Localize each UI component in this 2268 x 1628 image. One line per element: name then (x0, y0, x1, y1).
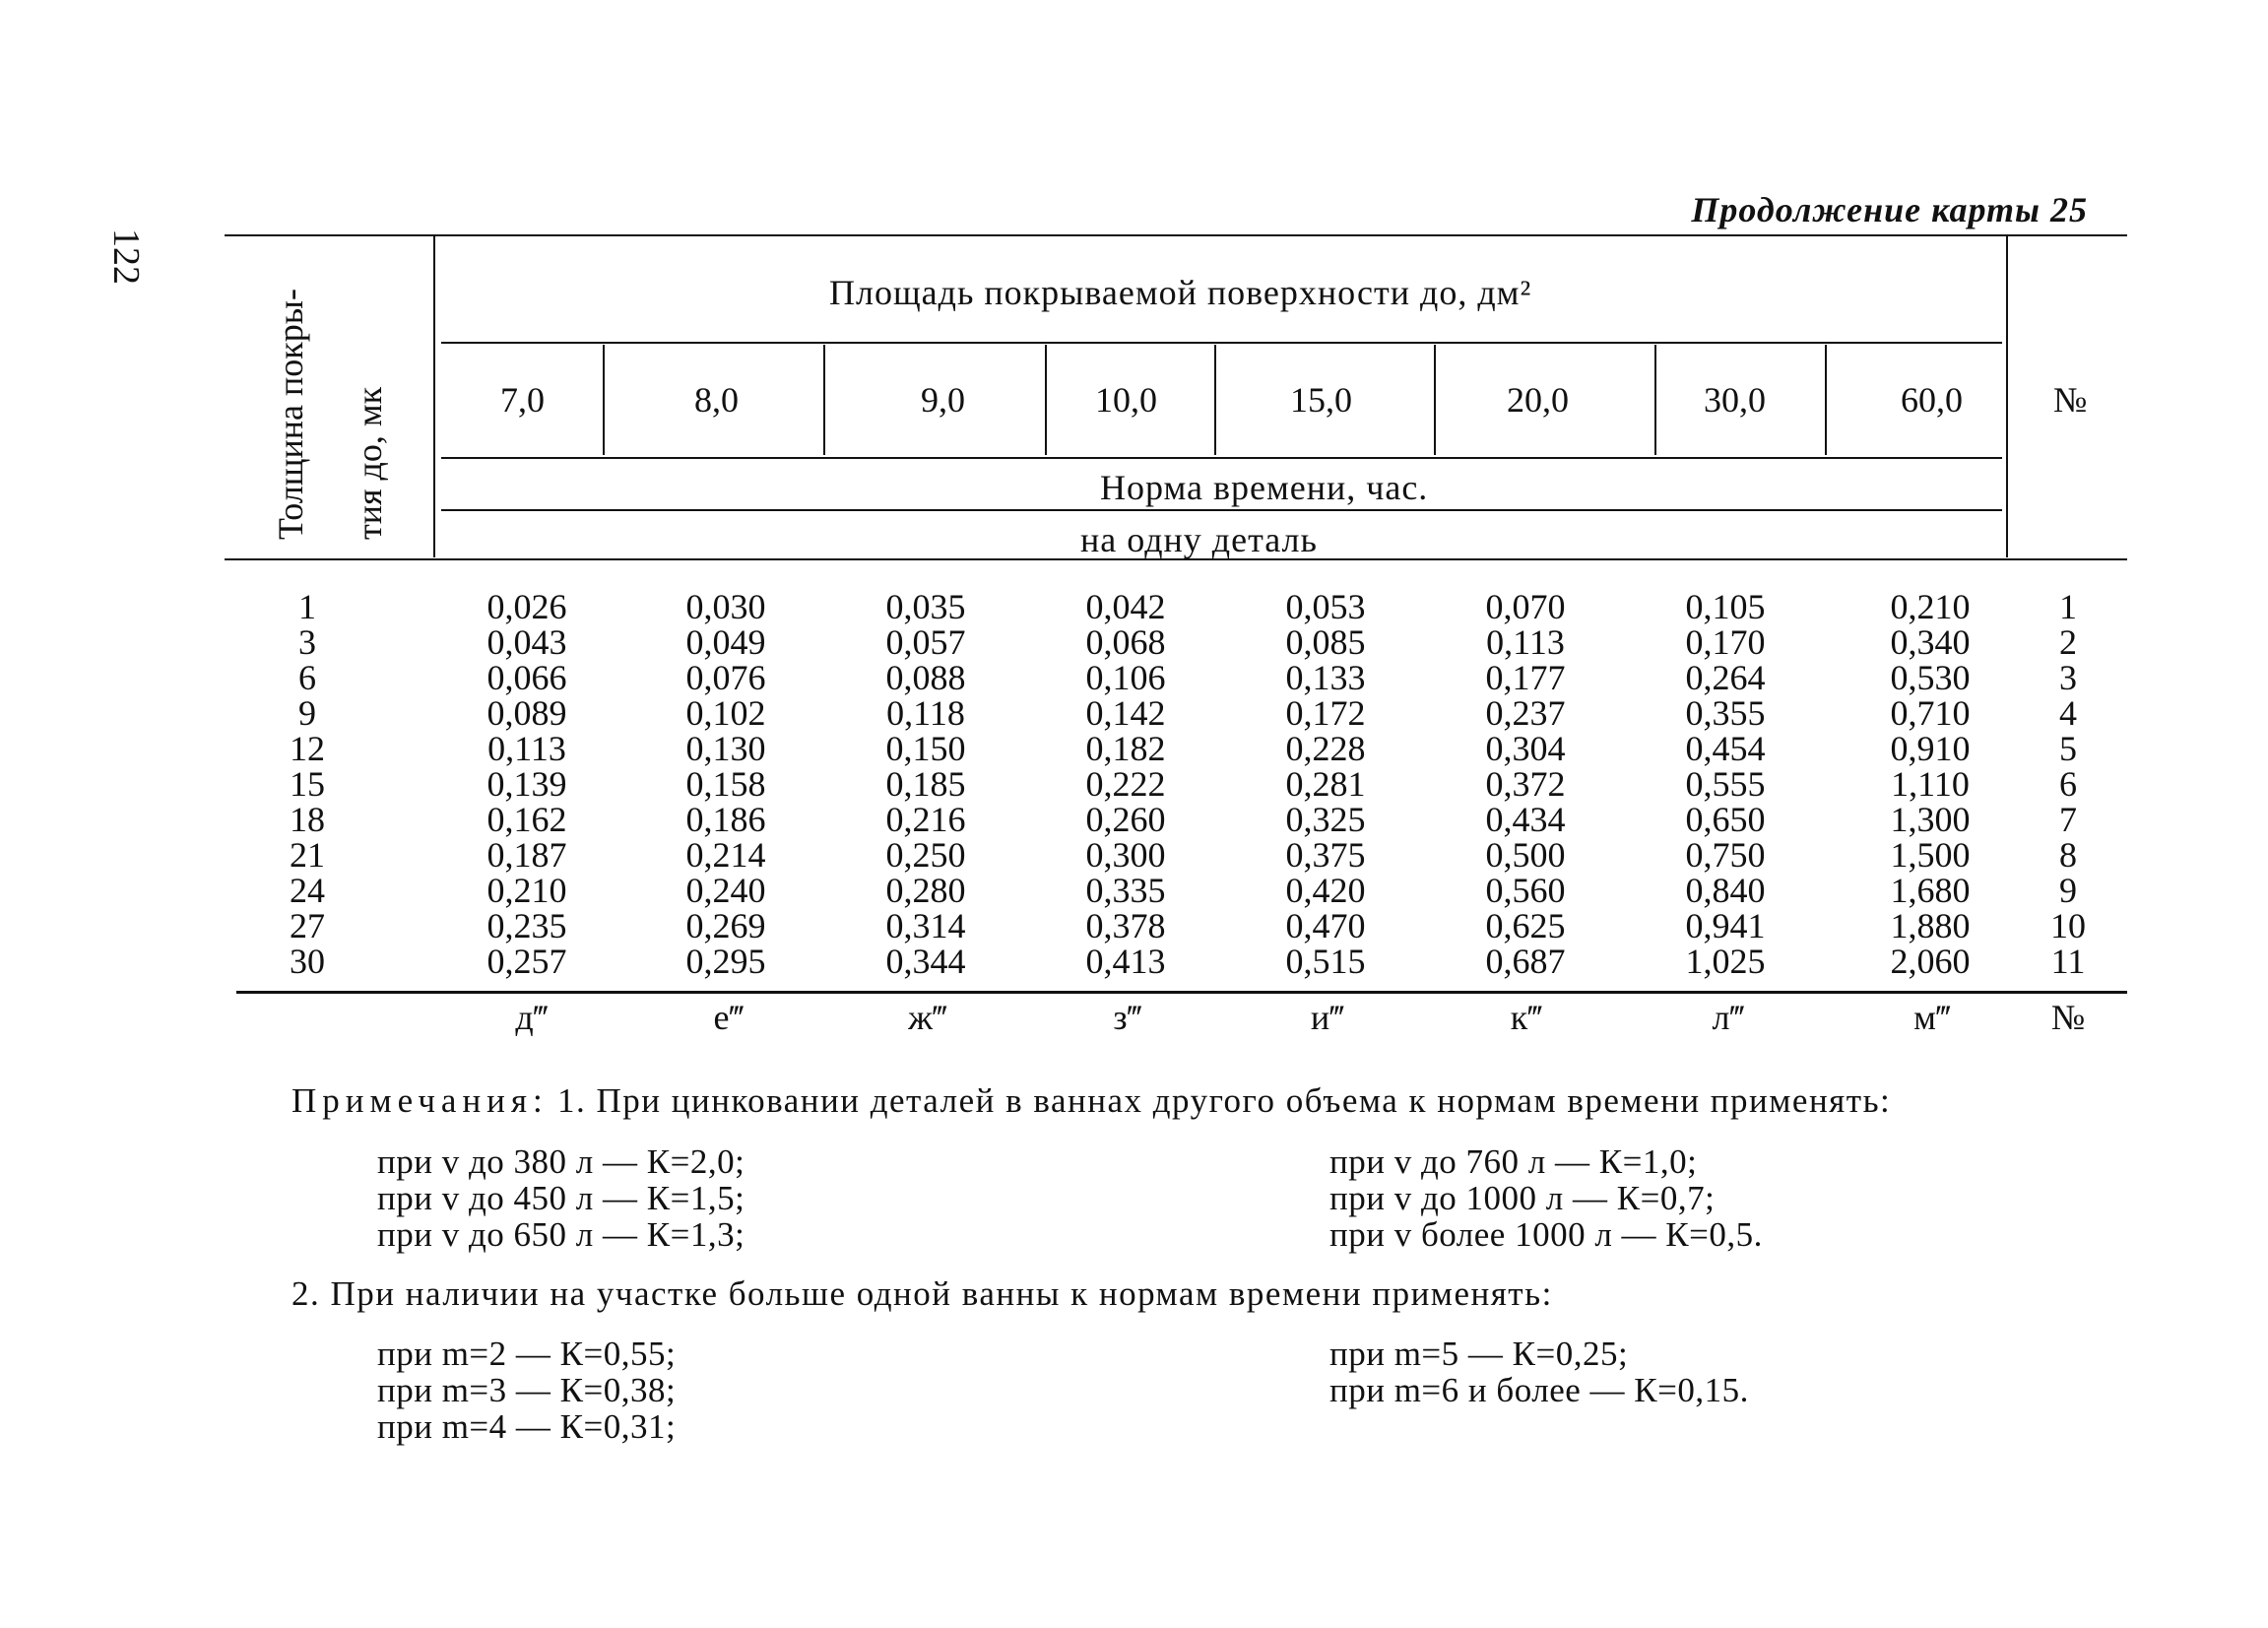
data-column (1247, 589, 1404, 979)
table-cell: 0,413 (1085, 942, 1166, 981)
table-cell: 0,235 (486, 906, 567, 945)
table-cell: 0,941 (1685, 906, 1766, 945)
data-column (647, 589, 805, 979)
table-cell: 0,269 (685, 906, 766, 945)
header-right-divider (2006, 236, 2008, 557)
table-cell: 0,142 (1085, 693, 1166, 733)
data-column (1851, 589, 2009, 979)
table-cell: 1,110 (1891, 764, 1970, 804)
col-divider (1045, 345, 1047, 455)
thickness-cell: 21 (290, 835, 325, 875)
thickness-cell: 3 (298, 622, 316, 662)
table-cell: 0,355 (1685, 693, 1766, 733)
table-cell: 0,340 (1890, 622, 1971, 662)
note1-right-list (1329, 1143, 1763, 1253)
area-col-9: 9,0 (921, 380, 965, 420)
coefficient-item: при m=3 — К=0,38; (377, 1371, 677, 1409)
letters-number-label: № (2050, 998, 2086, 1037)
table-cell: 0,089 (486, 693, 567, 733)
thickness-cell: 9 (298, 693, 316, 733)
row-number-cell: 9 (2059, 871, 2077, 910)
data-column (448, 589, 606, 979)
data-column (1047, 589, 1204, 979)
table-cell: 0,068 (1085, 622, 1166, 662)
table-cell: 0,295 (685, 942, 766, 981)
row-number-cell: 4 (2059, 693, 2077, 733)
thickness-cell: 15 (290, 764, 325, 804)
table-cell: 0,750 (1685, 835, 1766, 875)
col-divider (1434, 345, 1436, 455)
table-cell: 0,280 (885, 871, 966, 910)
table-cell: 0,105 (1685, 587, 1766, 626)
coefficient-item: при v до 650 л — К=1,3; (377, 1215, 745, 1254)
table-cell: 0,210 (486, 871, 567, 910)
note2-right-list (1329, 1335, 1749, 1408)
table-cell: 0,158 (685, 764, 766, 804)
table-cell: 0,625 (1485, 906, 1566, 945)
thickness-cell: 12 (290, 729, 325, 768)
table-cell: 0,185 (885, 764, 966, 804)
note1-left-list (377, 1143, 745, 1253)
note2-text: 2. При наличии на участке больше одной ванны к нормам времени применять: (292, 1274, 1553, 1313)
table-cell: 0,304 (1485, 729, 1566, 768)
table-cell: 0,106 (1085, 658, 1166, 697)
table-cell: 1,025 (1685, 942, 1766, 981)
column-letter: е‴ (713, 998, 745, 1037)
table-cell: 0,378 (1085, 906, 1166, 945)
table-cell: 0,560 (1485, 871, 1566, 910)
table-cell: 1,880 (1890, 906, 1971, 945)
table-cell: 0,049 (685, 622, 766, 662)
table-cell: 0,170 (1685, 622, 1766, 662)
table-cell: 0,186 (685, 800, 766, 839)
table-cell: 0,177 (1485, 658, 1566, 697)
time-norm-rule (441, 509, 2002, 511)
table-cell: 1,500 (1890, 835, 1971, 875)
thickness-header-line2: тия до, мк (350, 386, 389, 540)
table-cell: 1,300 (1890, 800, 1971, 839)
note2-left-list (377, 1335, 676, 1445)
coefficient-item: при v до 1000 л — К=0,7; (1329, 1179, 1716, 1217)
column-letter: з‴ (1113, 998, 1142, 1037)
area-col-20: 20,0 (1507, 380, 1569, 420)
data-column (1647, 589, 1804, 979)
table-cell: 0,237 (1485, 693, 1566, 733)
table-cell: 0,070 (1485, 587, 1566, 626)
row-number-cell: 1 (2059, 587, 2077, 626)
table-cell: 0,113 (1486, 622, 1565, 662)
row-number-cell: 6 (2059, 764, 2077, 804)
thickness-cell: 18 (290, 800, 325, 839)
row-number-column (1999, 589, 2137, 979)
table-cell: 0,187 (486, 835, 567, 875)
area-col-60: 60,0 (1901, 380, 1963, 420)
table-cell: 0,172 (1285, 693, 1366, 733)
table-cell: 2,060 (1890, 942, 1971, 981)
table-cell: 0,182 (1085, 729, 1166, 768)
table-cell: 0,300 (1085, 835, 1166, 875)
table-cell: 0,555 (1685, 764, 1766, 804)
table-cell: 0,088 (885, 658, 966, 697)
thickness-cell: 24 (290, 871, 325, 910)
area-col-30: 30,0 (1704, 380, 1766, 420)
col-divider (1825, 345, 1827, 455)
coefficient-item: при v более 1000 л — К=0,5. (1329, 1215, 1763, 1254)
coefficient-item: при v до 380 л — К=2,0; (377, 1142, 745, 1181)
area-col-10: 10,0 (1095, 380, 1157, 420)
table-cell: 1,680 (1890, 871, 1971, 910)
col-divider (1214, 345, 1216, 455)
thickness-cell: 30 (290, 942, 325, 981)
number-header: № (2053, 380, 2088, 420)
column-letter: к‴ (1510, 998, 1543, 1037)
table-cell: 0,130 (685, 729, 766, 768)
row-number-cell: 11 (2050, 942, 2086, 981)
table-cell: 0,325 (1285, 800, 1366, 839)
data-column (847, 589, 1004, 979)
table-bottom-rule (236, 991, 2127, 994)
table-cell: 0,910 (1890, 729, 1971, 768)
table-cell: 0,500 (1485, 835, 1566, 875)
thickness-header-line1: Толщина покры- (271, 289, 310, 540)
table-cell: 0,113 (487, 729, 566, 768)
thickness-cell: 1 (298, 587, 316, 626)
table-cell: 0,375 (1285, 835, 1366, 875)
table-cell: 0,216 (885, 800, 966, 839)
time-norm-label: Норма времени, час. (1100, 468, 1429, 507)
table-cell: 0,053 (1285, 587, 1366, 626)
thickness-cell: 6 (298, 658, 316, 697)
table-cell: 0,030 (685, 587, 766, 626)
col-divider (603, 345, 605, 455)
notes-label: Примечания: (292, 1081, 549, 1120)
columns-bottom-rule (441, 457, 2002, 459)
per-part-label: на одну деталь (1080, 520, 1318, 559)
table-cell: 0,035 (885, 587, 966, 626)
area-col-15: 15,0 (1290, 380, 1352, 420)
table-cell: 0,222 (1085, 764, 1166, 804)
area-title-rule (441, 342, 2002, 344)
table-cell: 0,066 (486, 658, 567, 697)
table-cell: 0,257 (486, 942, 567, 981)
coefficient-item: при m=5 — К=0,25; (1329, 1335, 1629, 1373)
note1-text: 1. При цинковании деталей в ваннах другого объема к нормам времени применять: (557, 1081, 1892, 1120)
row-number-cell: 2 (2059, 622, 2077, 662)
table-cell: 0,710 (1890, 693, 1971, 733)
area-title: Площадь покрываемой поверхности до, дм² (829, 273, 1532, 312)
coefficient-item: при m=6 и более — К=0,15. (1329, 1371, 1749, 1409)
column-letter: л‴ (1712, 998, 1745, 1037)
table-cell: 0,372 (1485, 764, 1566, 804)
table-cell: 0,228 (1285, 729, 1366, 768)
table-cell: 0,434 (1485, 800, 1566, 839)
thickness-column (228, 589, 386, 979)
table-cell: 0,314 (885, 906, 966, 945)
table-cell: 0,042 (1085, 587, 1166, 626)
table-cell: 0,530 (1890, 658, 1971, 697)
table-top-rule (225, 234, 2127, 236)
page-number: 122 (105, 228, 147, 285)
note1-line (292, 1081, 1891, 1121)
table-cell: 0,281 (1285, 764, 1366, 804)
continuation-caption: Продолжение карты 25 (1691, 190, 2088, 229)
table-cell: 0,026 (486, 587, 567, 626)
row-number-cell: 7 (2059, 800, 2077, 839)
table-cell: 0,840 (1685, 871, 1766, 910)
table-cell: 0,139 (486, 764, 567, 804)
coefficient-item: при v до 450 л — К=1,5; (377, 1179, 745, 1217)
table-cell: 0,420 (1285, 871, 1366, 910)
table-cell: 0,260 (1085, 800, 1166, 839)
row-number-cell: 3 (2059, 658, 2077, 697)
row-number-cell: 8 (2059, 835, 2077, 875)
table-cell: 0,454 (1685, 729, 1766, 768)
table-cell: 0,102 (685, 693, 766, 733)
thickness-cell: 27 (290, 906, 325, 945)
table-cell: 0,687 (1485, 942, 1566, 981)
table-cell: 0,150 (885, 729, 966, 768)
table-cell: 0,057 (885, 622, 966, 662)
coefficient-item: при m=4 — К=0,31; (377, 1407, 677, 1446)
table-cell: 0,515 (1285, 942, 1366, 981)
table-cell: 0,133 (1285, 658, 1366, 697)
table-cell: 0,250 (885, 835, 966, 875)
table-cell: 0,076 (685, 658, 766, 697)
col-divider (1654, 345, 1656, 455)
coefficient-item: при m=2 — К=0,55; (377, 1335, 677, 1373)
area-col-7: 7,0 (500, 380, 545, 420)
coefficient-item: при v до 760 л — К=1,0; (1329, 1142, 1698, 1181)
table-cell: 0,043 (486, 622, 567, 662)
column-letter: ж‴ (908, 998, 947, 1037)
column-letter: д‴ (515, 998, 549, 1037)
table-cell: 0,264 (1685, 658, 1766, 697)
table-cell: 0,335 (1085, 871, 1166, 910)
table-cell: 0,214 (685, 835, 766, 875)
row-number-cell: 10 (2050, 906, 2086, 945)
col-divider (823, 345, 825, 455)
table-cell: 0,240 (685, 871, 766, 910)
data-column (1447, 589, 1604, 979)
table-cell: 0,118 (886, 693, 965, 733)
table-cell: 0,470 (1285, 906, 1366, 945)
column-letter: и‴ (1310, 998, 1345, 1037)
table-cell: 0,344 (885, 942, 966, 981)
table-cell: 0,210 (1890, 587, 1971, 626)
table-cell: 0,162 (486, 800, 567, 839)
table-cell: 0,650 (1685, 800, 1766, 839)
header-left-divider (433, 236, 435, 557)
area-col-8: 8,0 (694, 380, 739, 420)
row-number-cell: 5 (2059, 729, 2077, 768)
column-letter: м‴ (1913, 998, 1951, 1037)
table-cell: 0,085 (1285, 622, 1366, 662)
